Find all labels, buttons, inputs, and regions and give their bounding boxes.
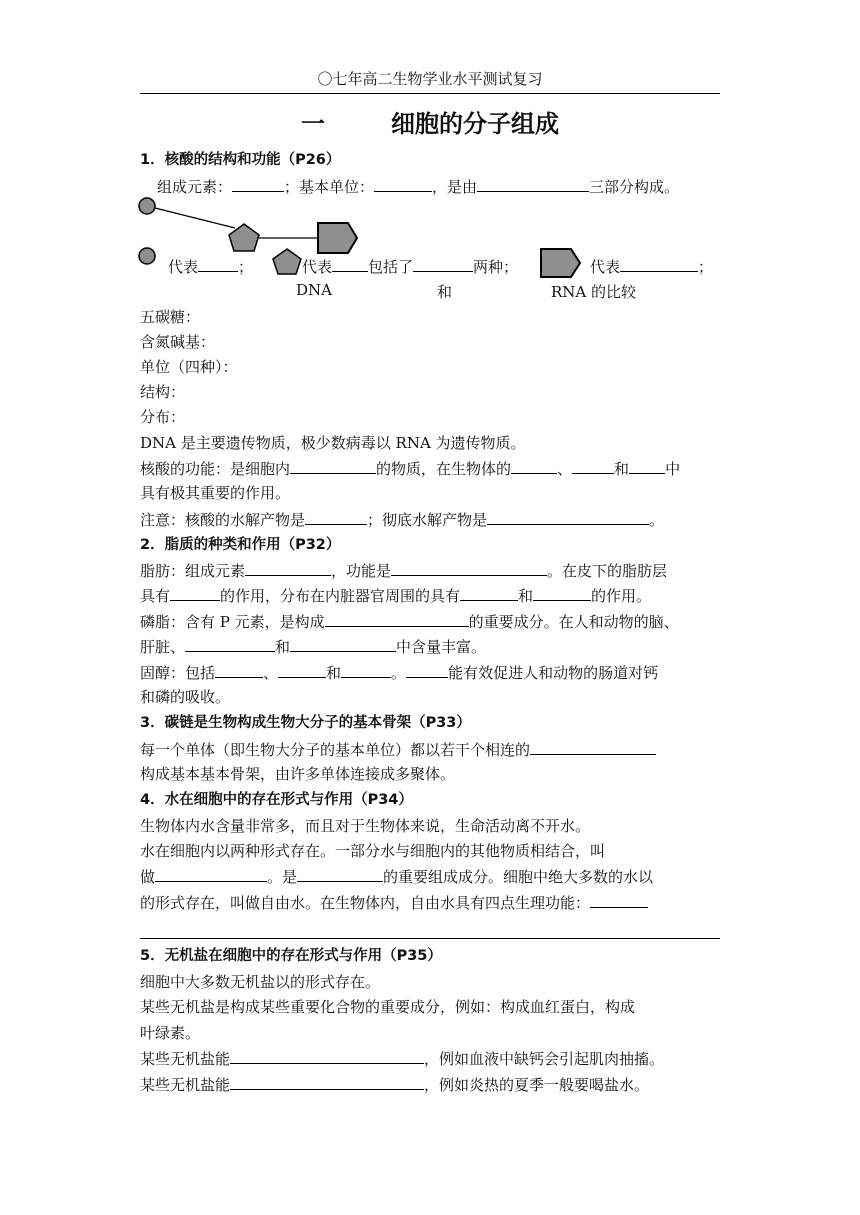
row-pentose: 五碳糖： [140,308,201,326]
nucleic-function-cont: 具有极其重要的作用。 [140,484,291,502]
compare-dna: DNA [296,281,332,299]
section-4-heading: 4．水在细胞中的存在形式与作用（P34） [140,792,413,808]
dna-note: DNA 是主要遗传物质，极少数病毒以 RNA 为遗传物质。 [140,434,526,452]
row-base: 含氮碱基： [140,333,216,351]
legend-base: 代表 ； [590,254,730,279]
page-header: 〇七年高二生物学业水平测试复习 [317,70,543,88]
phosphate-circle-icon [139,198,155,214]
composition-line: 组成元素： ；基本单位： ，是由 三部分构成。 [157,174,737,199]
water-line-1: 生物体内水含量非常多，而且对于生物体来说，生命活动离不开水。 [140,817,591,835]
salt-line-4: 某些无机盐能 ，例如血液中缺钙会引起肌肉抽搐。 [140,1046,720,1071]
section-1-heading: 1．核酸的结构和功能（P26） [140,152,341,168]
legend-pentose: 代表 包括了 两种； [302,254,542,279]
phospholipid-line-1: 磷脂：含有 P 元素，是构成 的重要成分。在人和动物的脑、 [140,609,720,634]
salt-line-2: 某些无机盐是构成某些重要化合物的重要成分，例如：构成血红蛋白，构成 [140,998,636,1016]
fat-line-2: 具有 的作用，分布在内脏器官周围的具有 和 的作用。 [140,583,720,608]
answer-rule [140,938,720,939]
water-line-2: 水在细胞内以两种形式存在。一部分水与细胞内的其他物质相结合，叫 [140,842,606,860]
legend-phosphate: 代表 ； [168,254,288,279]
section-2-heading: 2．脂质的种类和作用（P32） [140,537,341,553]
salt-line-1: 细胞中大多数无机盐以的形式存在。 [140,973,381,991]
sterol-line-1: 固醇：包括 、 和 。 能有效促进人和动物的肠道对钙 [140,660,720,685]
chapter-name: 细胞的分子组成 [391,110,559,138]
hydrolysis-note: 注意：核酸的水解产物是 ；彻底水解产物是 。 [140,507,720,532]
carbon-chain-line-1: 每一个单体（即生物大分子的基本单位）都以若干个相连的 [140,737,720,762]
base-shape-icon [541,249,580,277]
salt-line-5: 某些无机盐能 ，例如炎热的夏季一般要喝盐水。 [140,1072,720,1097]
phosphate-circle-icon [139,248,155,264]
base-shape-icon [318,223,357,253]
row-unit: 单位（四种）： [140,358,238,376]
salt-line-3: 叶绿素。 [140,1024,201,1042]
row-structure: 结构： [140,383,186,401]
row-distribution: 分布： [140,408,186,426]
bond-line [147,206,235,228]
chapter-number: 一 [301,110,325,138]
section-5-heading: 5．无机盐在细胞中的存在形式与作用（P35） [140,948,442,964]
water-line-3: 做 。是 的重要组成成分。细胞中绝大多数的水以 [140,864,720,889]
nucleic-function: 核酸的功能：是细胞内 的物质，在生物体的 、 和 中 [140,456,720,481]
header-rule [140,93,720,94]
chapter-title [140,104,720,139]
compare-and: 和 [437,283,453,301]
section-3-heading: 3．碳链是生物构成生物大分子的基本骨架（P33） [140,715,471,731]
water-line-4: 的形式存在，叫做自由水。在生物体内，自由水具有四点生理功能： [140,890,720,915]
compare-rna: RNA 的比较 [551,283,637,301]
fat-line-1: 脂肪：组成元素 ，功能是 。在皮下的脂肪层 [140,558,720,583]
sterol-line-2: 和磷的吸收。 [140,688,231,706]
phospholipid-line-2: 肝脏、 和 中含量丰富。 [140,634,720,659]
carbon-chain-line-2: 构成基本基本骨架，由许多单体连接成多聚体。 [140,765,456,783]
